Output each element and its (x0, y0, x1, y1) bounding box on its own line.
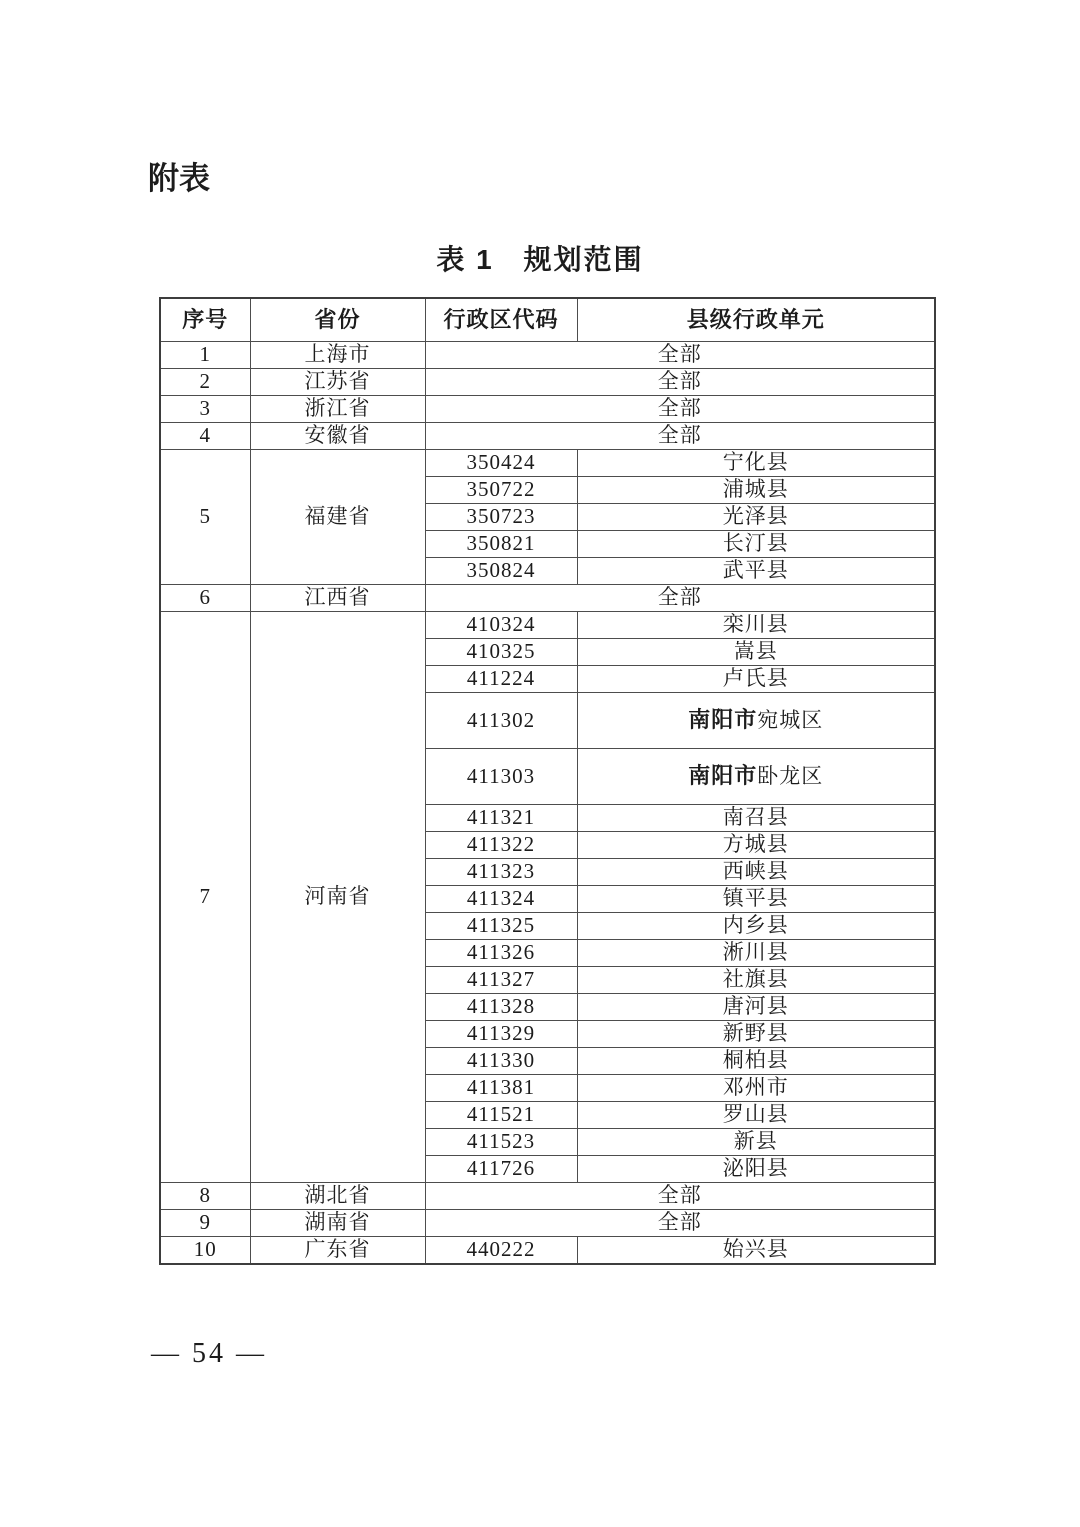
scope-all-cell: 全部 (425, 423, 935, 450)
admin-code-cell: 411322 (425, 832, 577, 859)
admin-code-cell: 411329 (425, 1021, 577, 1048)
appendix-label: 附表 (148, 161, 210, 196)
admin-code-cell: 350722 (425, 477, 577, 504)
county-cell: 南召县 (577, 805, 935, 832)
table-row (160, 423, 935, 450)
table-row (160, 450, 935, 477)
scope-all-cell: 全部 (425, 369, 935, 396)
table-header-row (160, 298, 935, 342)
admin-code-cell: 411324 (425, 886, 577, 913)
scope-all-cell: 全部 (425, 1210, 935, 1237)
scope-all-cell: 全部 (425, 342, 935, 369)
table-row (160, 612, 935, 639)
scope-all-cell: 全部 (425, 585, 935, 612)
admin-code-cell: 411327 (425, 967, 577, 994)
col-header-county-unit: 县级行政单元 (577, 298, 935, 342)
county-cell: 栾川县 (577, 612, 935, 639)
row-index-cell: 8 (160, 1183, 250, 1210)
county-city-prefix: 南阳市 (688, 707, 758, 733)
county-cell: 光泽县 (577, 504, 935, 531)
admin-code-cell: 411521 (425, 1102, 577, 1129)
row-index-cell: 5 (160, 450, 250, 585)
admin-code-cell: 411323 (425, 859, 577, 886)
row-index-cell: 1 (160, 342, 250, 369)
province-cell: 浙江省 (250, 396, 425, 423)
table-row (160, 1237, 935, 1265)
col-header-admin-code: 行政区代码 (425, 298, 577, 342)
table-row (160, 585, 935, 612)
county-city-prefix: 南阳市 (688, 763, 758, 789)
table-row (160, 369, 935, 396)
row-index-cell: 10 (160, 1237, 250, 1265)
county-cell (577, 749, 935, 805)
county-cell: 新县 (577, 1129, 935, 1156)
province-cell: 福建省 (250, 450, 425, 585)
province-cell: 广东省 (250, 1237, 425, 1265)
province-cell: 安徽省 (250, 423, 425, 450)
province-cell: 江苏省 (250, 369, 425, 396)
row-index-cell: 6 (160, 585, 250, 612)
county-cell: 始兴县 (577, 1237, 935, 1265)
county-cell: 宁化县 (577, 450, 935, 477)
county-cell: 泌阳县 (577, 1156, 935, 1183)
county-cell: 内乡县 (577, 913, 935, 940)
scope-all-cell: 全部 (425, 1183, 935, 1210)
county-name: 宛城区 (757, 708, 824, 733)
admin-code-cell: 350723 (425, 504, 577, 531)
admin-code-cell: 411726 (425, 1156, 577, 1183)
province-cell: 湖北省 (250, 1183, 425, 1210)
county-cell: 武平县 (577, 558, 935, 585)
admin-code-cell: 350824 (425, 558, 577, 585)
county-cell: 嵩县 (577, 639, 935, 666)
admin-code-cell: 411326 (425, 940, 577, 967)
page-number: — 54 — (151, 1338, 267, 1369)
table-row (160, 396, 935, 423)
county-cell: 桐柏县 (577, 1048, 935, 1075)
admin-code-cell: 411302 (425, 693, 577, 749)
county-cell: 罗山县 (577, 1102, 935, 1129)
province-cell: 湖南省 (250, 1210, 425, 1237)
row-index-cell: 9 (160, 1210, 250, 1237)
row-index-cell: 3 (160, 396, 250, 423)
scope-all-cell: 全部 (425, 396, 935, 423)
admin-code-cell: 410324 (425, 612, 577, 639)
admin-code-cell: 411303 (425, 749, 577, 805)
county-cell: 唐河县 (577, 994, 935, 1021)
county-cell: 西峡县 (577, 859, 935, 886)
row-index-cell: 7 (160, 612, 250, 1183)
col-header-province: 省份 (250, 298, 425, 342)
admin-code-cell: 411325 (425, 913, 577, 940)
county-cell: 浦城县 (577, 477, 935, 504)
county-name: 卧龙区 (757, 764, 824, 789)
admin-code-cell: 411321 (425, 805, 577, 832)
admin-code-cell: 410325 (425, 639, 577, 666)
row-index-cell: 2 (160, 369, 250, 396)
col-header-index: 序号 (160, 298, 250, 342)
county-cell: 卢氏县 (577, 666, 935, 693)
county-cell: 社旗县 (577, 967, 935, 994)
admin-code-cell: 411381 (425, 1075, 577, 1102)
admin-code-cell: 411224 (425, 666, 577, 693)
admin-code-cell: 411330 (425, 1048, 577, 1075)
row-index-cell: 4 (160, 423, 250, 450)
admin-code-cell: 440222 (425, 1237, 577, 1265)
planning-scope-table (159, 297, 936, 1265)
county-cell: 淅川县 (577, 940, 935, 967)
admin-code-cell: 411328 (425, 994, 577, 1021)
table-title: 表 1 规划范围 (436, 244, 644, 275)
county-cell: 新野县 (577, 1021, 935, 1048)
county-cell: 邓州市 (577, 1075, 935, 1102)
province-cell: 上海市 (250, 342, 425, 369)
province-cell: 河南省 (250, 612, 425, 1183)
admin-code-cell: 411523 (425, 1129, 577, 1156)
admin-code-cell: 350821 (425, 531, 577, 558)
table-row (160, 1210, 935, 1237)
county-cell (577, 693, 935, 749)
county-cell: 方城县 (577, 832, 935, 859)
county-cell: 镇平县 (577, 886, 935, 913)
province-cell: 江西省 (250, 585, 425, 612)
table-row (160, 1183, 935, 1210)
county-cell: 长汀县 (577, 531, 935, 558)
table-row (160, 342, 935, 369)
admin-code-cell: 350424 (425, 450, 577, 477)
